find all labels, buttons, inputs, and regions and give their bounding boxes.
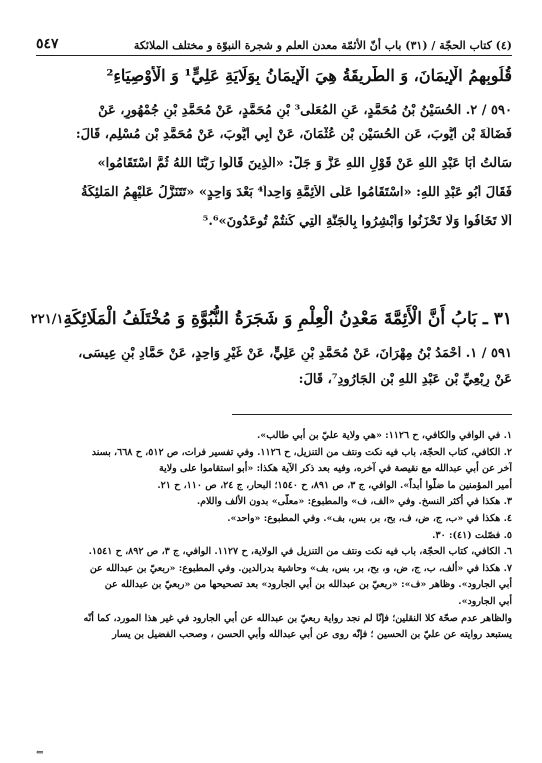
hadith-590-block	[36, 66, 512, 229]
footnote-line: ٣. هكذا في أكثر النسخ. وفي «الف، ف» والمطبوع: «معلّى» بدون الألف واللام.	[196, 496, 512, 508]
footnote-line: ٢. الكافي، كتاب الحجّة، باب فيه نكت ونتف من التنزيل، ح ١١٢٦. وفي تفسير فرات، ص ٥١٢، ح ٦٦٨، بسند	[91, 446, 512, 458]
hadith-591-block	[36, 346, 512, 387]
page-number: ٥٤٧	[36, 36, 59, 52]
footnote-line: والظاهر عدم صحّة كلا النقلين؛ فإنّا لم نجد رواية ربعيّ بن عبدالله عن أبي الجارود في غير هذا المورد، كما أنّه	[83, 612, 512, 624]
text-line: ٥٩٠ / ٢. الْحُسَيْنُ بْنُ مُحَمَّدٍ، عَنِ الْمُعَلَّى³ بْنِ مُحَمَّدٍ، عَنْ مُحَمَّدِ بْنِ جُمْهُورٍ، عَنْ	[98, 103, 512, 119]
text-line: قُلُوبِهِمُ الْإِيمَانَ، وَ الطَّرِيقَةُ هِيَ الْإِيمَانُ بِوَلَايَةِ عَلِيٍّ¹ وَ الْأَوْصِيَاءِ²	[106, 66, 512, 85]
footnote-divider	[232, 414, 512, 415]
footnote-line: ٥. فصّلت (٤١): ٣٠.	[432, 529, 512, 541]
footnote-line: ٦. الكافي، كتاب الحجّة، باب فيه نكت ونتف من التنزيل في الولاية، ح ١١٢٧. الوافي، ج ٣، ص ٨٩٢، ح ١٥٤١.	[88, 546, 512, 558]
text-line: فَقَالَ أَبُو عَبْدِ اللهِ: «اسْتَقَامُوا عَلَى الْأَئِمَّةِ وَاحِداً⁴ بَعْدَ وَاحِدٍ» «تَتَنَزَّلُ عَلَيْهِمُ الْمَلٰئِكَةُ	[81, 184, 512, 200]
footnote-line: أمير المؤمنين ما ضلّوا أبداً». الوافي، ج ٣، ص ٨٩١، ح ١٥٤٠؛ البحار، ج ٢٤، ص ١١٠، ح ٢١.	[157, 479, 512, 491]
continuation-mark: ⇐	[36, 748, 44, 758]
text-line: ٥٩١ / ١. أَحْمَدُ بْنُ مِهْرَانَ، عَنْ مُحَمَّدِ بْنِ عَلِيٍّ، عَنْ غَيْرِ وَاحِدٍ، عَنْ حَمَّادِ بْنِ عِيسَى،	[78, 346, 512, 361]
chapter-heading	[30, 306, 512, 332]
footnote-line: آخر عن أبي عبدالله مع نقيصة في آخره، وفيه بعد ذكر الآية هكذا: «أبو استقاموا على ولاية	[158, 463, 512, 475]
page-header	[36, 28, 512, 56]
chapter-reference: ٢٢١/١	[30, 311, 64, 327]
running-title: (٤) كتاب الحجّة / (٣١) باب أنّ الأئمّة معدن العلم و شجرة النبوّة و مختلف الملائكة	[133, 39, 512, 52]
footnote-line: ٤. هكذا في «ب، ج، ض، ف، بح، بر، بس، بف». وفي المطبوع: «واحد».	[227, 512, 512, 524]
text-line: سَأَلْتُ أَبَا عَبْدِ اللهِ عَنْ قَوْلِ اللهِ عَزَّ وَ جَلَّ: «الَّذِينَ قَالُوا رَبُّنَا اللهُ ثُمَّ اسْتَقَامُوا»	[97, 156, 512, 172]
text-line: عَنْ رِبْعِيِّ بْنِ عَبْدِ اللهِ بْنِ الْجَارُودِ⁷، قَالَ:	[298, 371, 512, 387]
footnote-line: أبي الجارود».	[458, 595, 512, 607]
chapter-title: ٣١ ـ بَابُ أَنَّ الْأَئِمَّةَ مَعْدِنُ الْعِلْمِ وَ شَجَرَةُ النُّبُوَّةِ وَ مُخْتَلَفُ الْمَلَائِكَةِ	[63, 309, 512, 329]
text-line: أَلَّا تَخَافُوا وَلَا تَحْزَنُوا وَأَبْشِرُوا بِالْجَنَّةِ الَّتِي كُنتُمْ تُوعَدُونَ»⁵.⁶	[202, 213, 512, 229]
footnote-line: أبي الجارود». وظاهر «ف»: «ربعيّ بن عبدالله بن أبي الجارود» بعد تصحيحها من «ربعيّ بن عبدالله عن	[104, 579, 512, 591]
text-line: فَضَالَةَ بْنِ أَيُّوبَ، عَنِ الْحُسَيْنِ بْنِ عُثْمَانَ، عَنْ أَبِي أَيُّوبَ، عَنْ مُحَمَّدِ بْنِ مُسْلِمٍ، قَالَ:	[75, 126, 512, 142]
footnote-line: ١. في الوافي والكافي، ح ١١٢٦: «هي ولاية عليّ بن أبي طالب».	[257, 430, 512, 441]
footnote-line: يستبعد روايته عن عليّ بن الحسين ؛ فإنّه روى عن أبي عبدالله وأبي الحسن ، وصحب الفضيل بن يسار	[112, 629, 512, 641]
footnotes	[36, 428, 512, 644]
footnote-line: ٧. هكذا في «ألف، ب، ج، ض، و، بح، بر، بس، بف» وحاشية بدرالدين. وفي المطبوع: «ربعيّ بن عبدالله عن	[89, 562, 512, 574]
